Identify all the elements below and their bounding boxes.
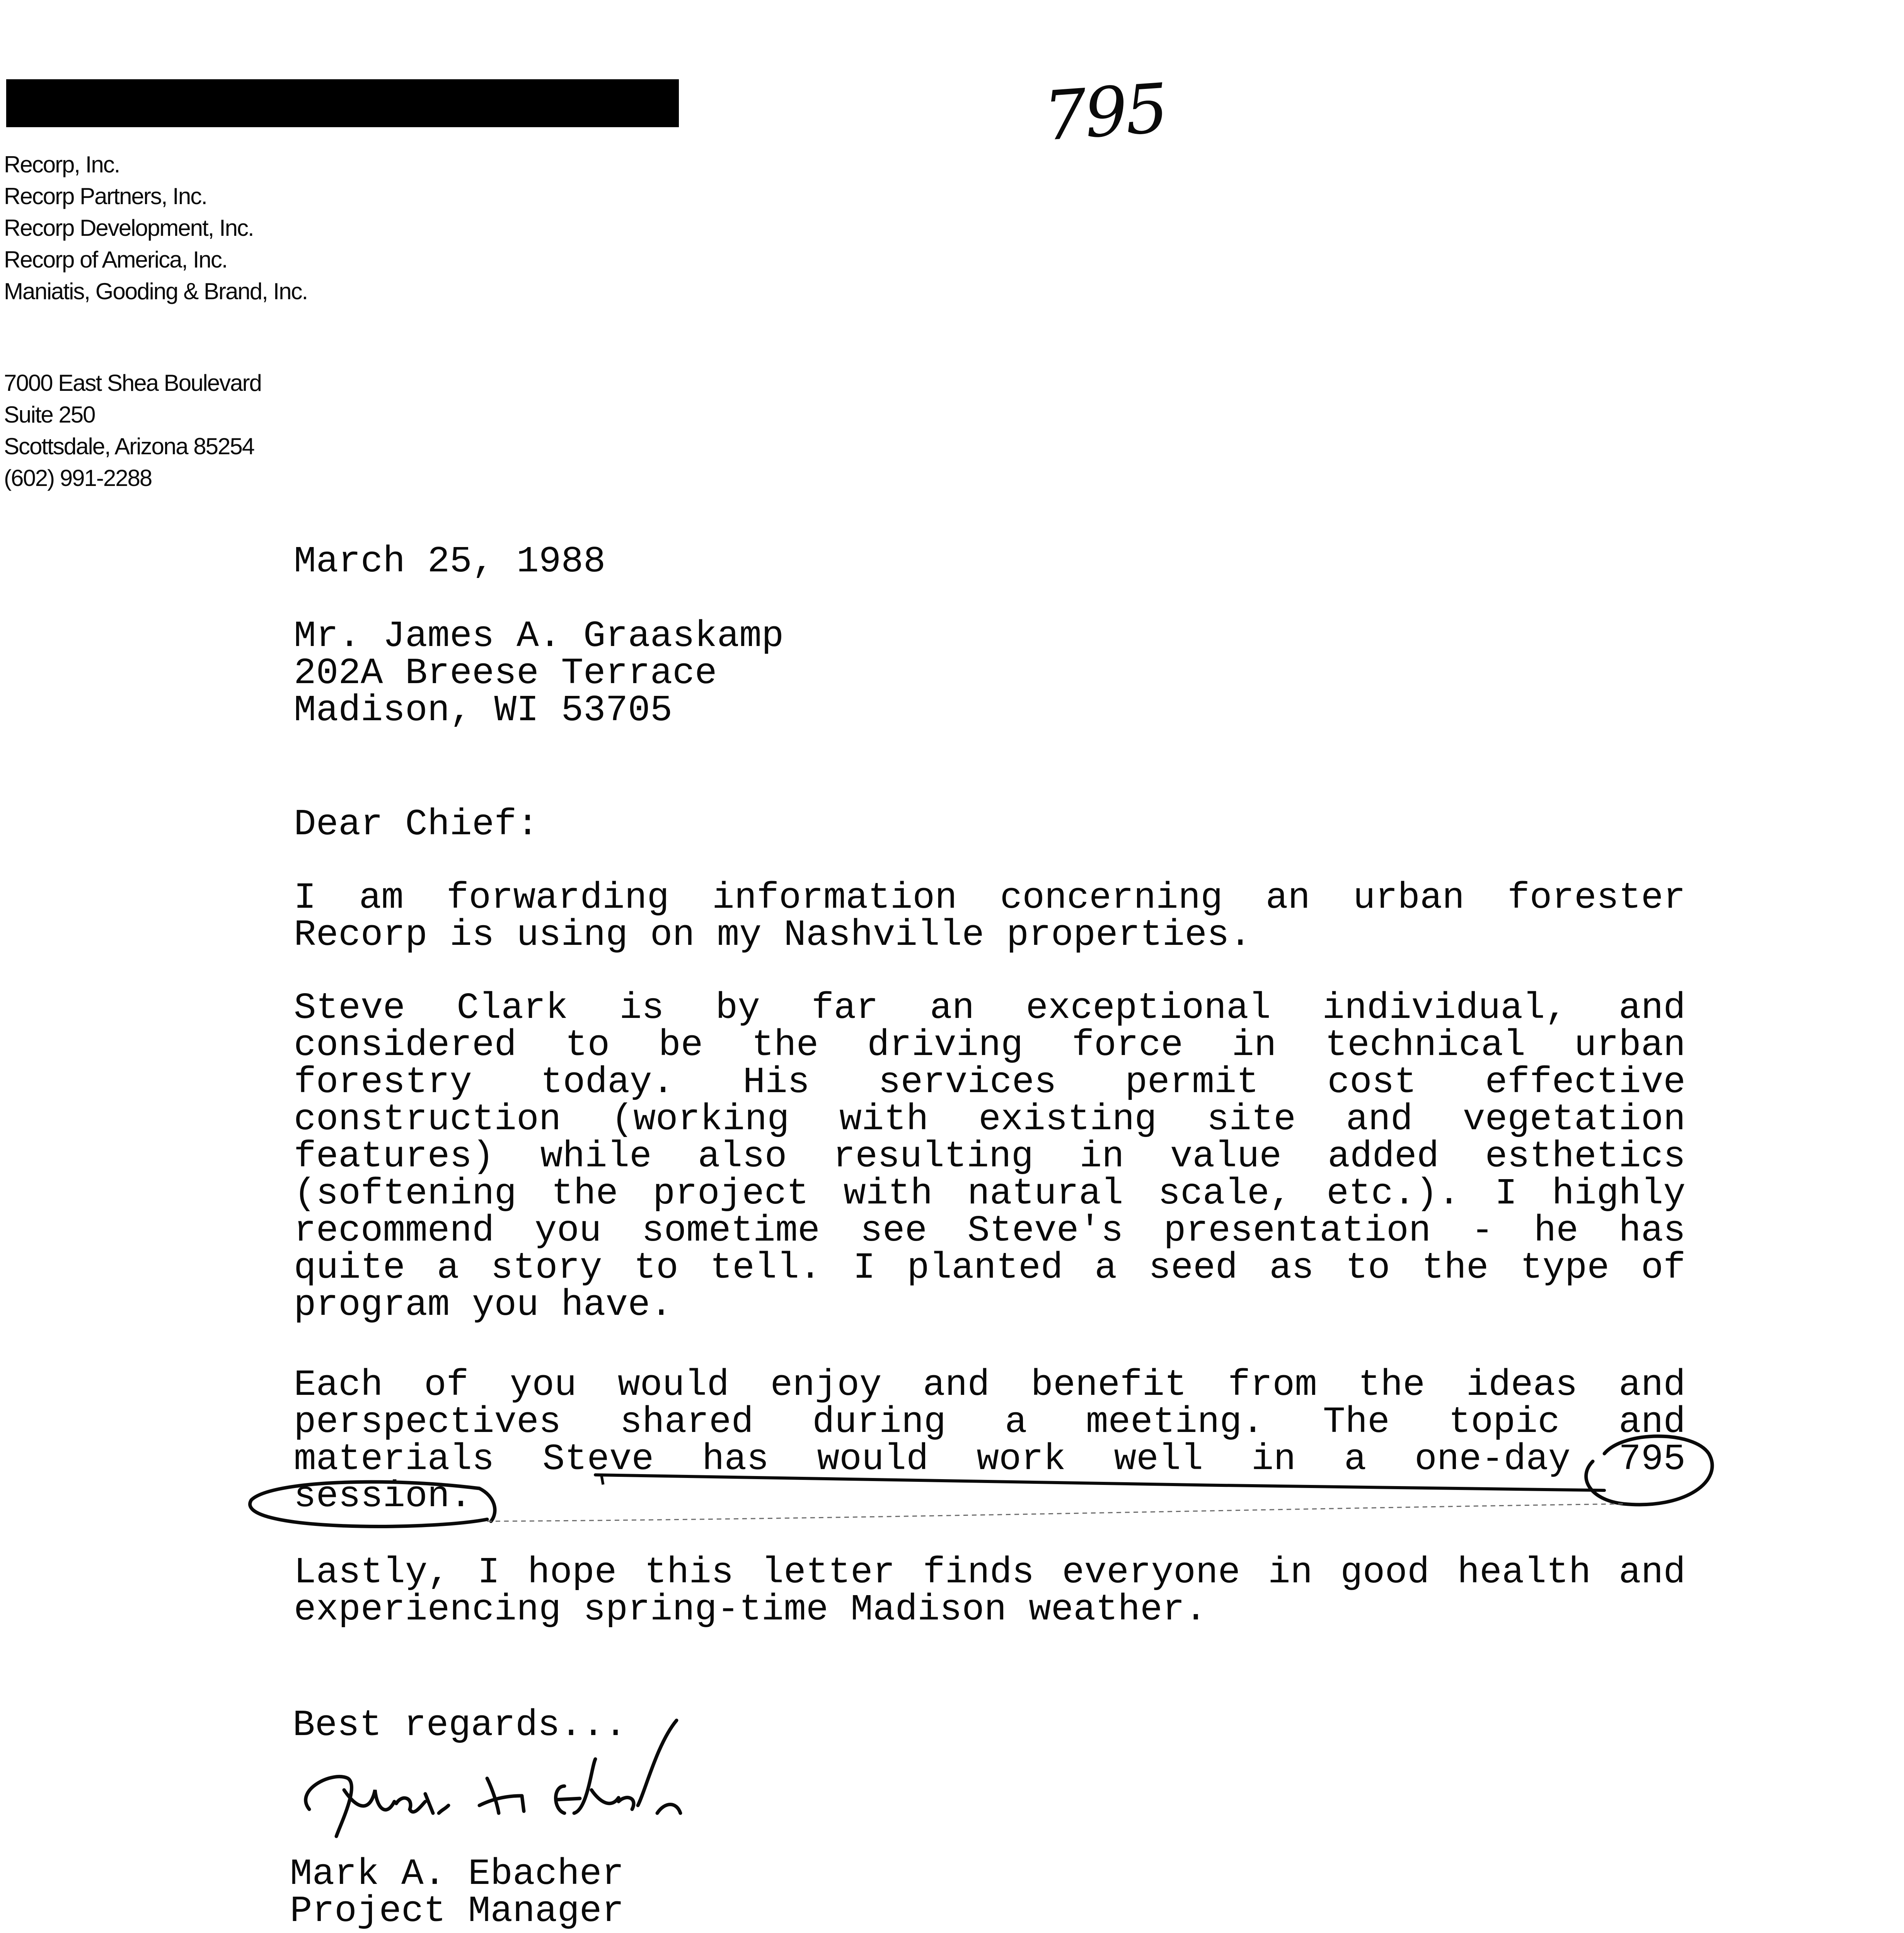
- body-paragraph-1: [294, 877, 1686, 956]
- paragraph-line: experiencing spring-time Madison weather.: [294, 1589, 1207, 1631]
- paragraph-line: Recorp is using on my Nashville properties.: [294, 914, 1252, 956]
- company-name: Recorp, Inc.: [4, 152, 120, 177]
- body-paragraph-4: [294, 1551, 1686, 1631]
- recipient-address: [294, 615, 784, 731]
- address-line: Scottsdale, Arizona 85254: [4, 433, 254, 459]
- address-line: Suite 250: [4, 402, 95, 428]
- signer-name: Mark A. Ebacher: [290, 1853, 624, 1895]
- recipient-city: Madison, WI 53705: [294, 689, 673, 731]
- letterhead-companies: [4, 149, 307, 307]
- paragraph-line: construction (working with existing site and vegetation: [294, 1098, 1686, 1140]
- salutation: Dear Chief:: [294, 803, 539, 845]
- phone-number: (602) 991-2288: [4, 465, 152, 491]
- paragraph-line: features) while also resulting in value added esthetics: [294, 1135, 1686, 1178]
- paragraph-line: Steve Clark is by far an exceptional individual, and: [294, 987, 1686, 1029]
- redaction-bar: [6, 79, 679, 127]
- paragraph-line: session.: [294, 1475, 472, 1517]
- paragraph-line: recommend you sometime see Steve's presentation - he has: [294, 1210, 1686, 1252]
- handwritten-page-number: 795: [1041, 69, 1169, 156]
- signer-title: Project Manager: [290, 1890, 624, 1932]
- paragraph-line: materials Steve has would work well in a one-day 795: [294, 1438, 1686, 1480]
- body-paragraph-2: [294, 987, 1686, 1326]
- company-name: Recorp Partners, Inc.: [4, 183, 207, 209]
- paragraph-line: Lastly, I hope this letter finds everyone in good health and: [294, 1551, 1686, 1594]
- address-line: 7000 East Shea Boulevard: [4, 370, 261, 396]
- company-name: Recorp of America, Inc.: [4, 247, 227, 273]
- letter-date: March 25, 1988: [294, 540, 606, 583]
- company-name: Maniatis, Gooding & Brand, Inc.: [4, 278, 308, 304]
- paragraph-line: considered to be the driving force in technical urban: [294, 1024, 1686, 1066]
- recipient-name: Mr. James A. Graaskamp: [294, 615, 784, 657]
- letterhead-address: [4, 367, 261, 494]
- paragraph-line: forestry today. His services permit cost effective: [294, 1061, 1686, 1103]
- paragraph-line: quite a story to tell. I planted a seed as to the type of: [294, 1247, 1686, 1289]
- paragraph-line: (softening the project with natural scale, etc.). I highly: [294, 1173, 1686, 1215]
- paragraph-line: program you have.: [294, 1284, 673, 1326]
- signer-block: [290, 1853, 624, 1932]
- handwritten-signature: [286, 1713, 696, 1860]
- company-name: Recorp Development, Inc.: [4, 215, 254, 241]
- closing: Best regards...: [293, 1704, 627, 1746]
- paragraph-line: I am forwarding information concerning an urban forester: [294, 877, 1686, 919]
- recipient-street: 202A Breese Terrace: [294, 652, 717, 694]
- paragraph-line: perspectives shared during a meeting. The topic and: [294, 1401, 1686, 1443]
- paragraph-line: Each of you would enjoy and benefit from the ideas and: [294, 1364, 1686, 1406]
- body-paragraph-3: [294, 1364, 1686, 1517]
